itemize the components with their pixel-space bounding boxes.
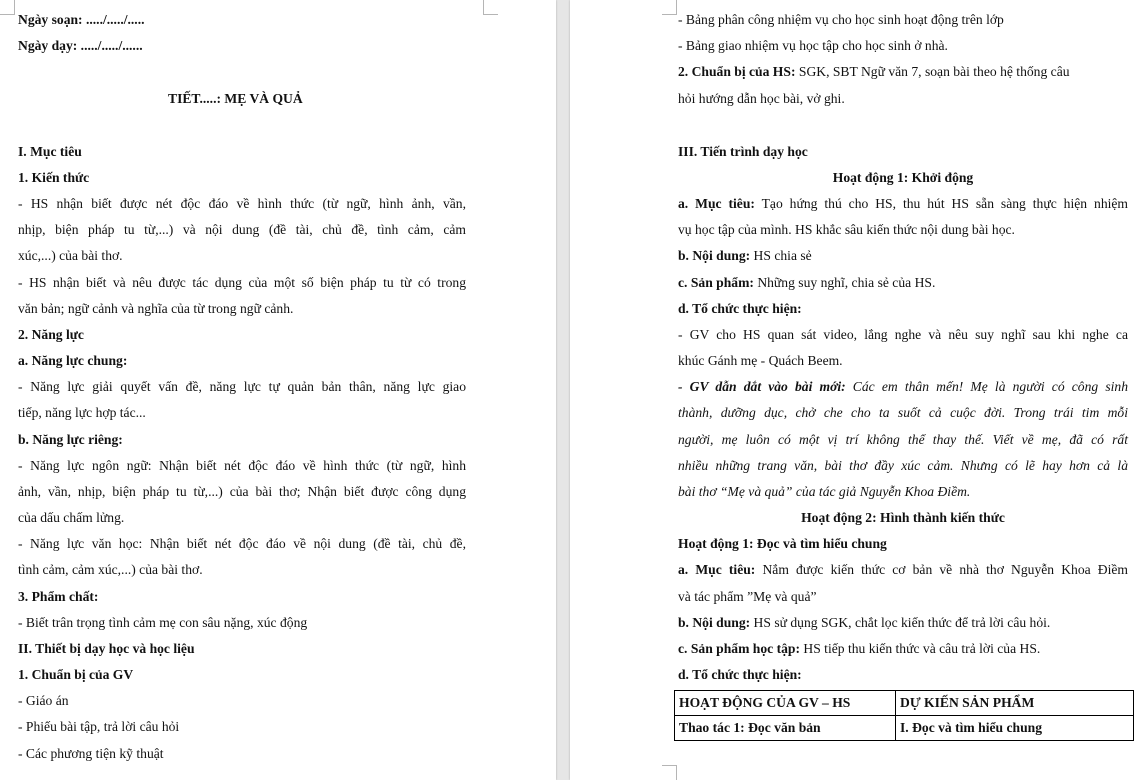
paragraph-line: - Năng lực văn học: Nhận biết nét độc đáo về nội dung (đề tài, chủ đề, — [18, 536, 466, 551]
list-item: - Phiếu bài tập, trả lời câu hỏi — [18, 719, 180, 734]
paragraph-line: - Biết trân trọng tình cảm mẹ con sâu nặng, xúc động — [18, 615, 308, 630]
paragraph-line — [678, 63, 1070, 81]
label-text: HS chia sẻ — [750, 248, 812, 263]
paragraph-line: và tác phẩm ”Mẹ và quả” — [678, 589, 817, 604]
label-text: Các em thân mến! Mẹ là người có công sinh — [845, 379, 1128, 394]
section-heading: II. Thiết bị dạy học và học liệu — [18, 641, 195, 656]
paragraph-line: người, mẹ luôn có một vị trí không thể thay thế. Viết về mẹ, đã có rất — [678, 432, 1128, 447]
document-page-left — [0, 0, 556, 780]
paragraph-line: tiếp, năng lực hợp tác... — [18, 405, 146, 420]
label-bold: a. Mục tiêu: — [678, 196, 755, 211]
date-taught: Ngày dạy: ...../...../...... — [18, 38, 143, 53]
subsection-heading: d. Tổ chức thực hiện: — [678, 667, 802, 682]
subsection-heading: 2. Năng lực — [18, 327, 84, 342]
paragraph-line: - Năng lực ngôn ngữ: Nhận biết nét độc đáo về hình thức (từ ngữ, hình — [18, 458, 466, 473]
label-text: Những suy nghĩ, chia sẻ của HS. — [753, 275, 936, 290]
paragraph-line: xúc,...) của bài thơ. — [18, 248, 123, 263]
margin-corner — [662, 765, 677, 780]
subsection-heading: 1. Kiến thức — [18, 170, 90, 185]
paragraph-line: thành, dưỡng dục, chở che cho ta suốt cả cuộc đời. Trong trái tim mỗi — [678, 405, 1128, 420]
list-item: - Bảng phân công nhiệm vụ cho học sinh hoạt động trên lớp — [678, 12, 1004, 27]
table-row — [675, 691, 1134, 716]
label-text: Nắm được kiến thức cơ bản về nhà thơ Nguyễn Khoa Điềm — [755, 562, 1129, 577]
label-text: SGK, SBT Ngữ văn 7, soạn bài theo hệ thống câu — [795, 64, 1070, 79]
paragraph-line — [678, 247, 812, 265]
paragraph-line: - HS nhận biết và nêu được tác dụng của một số biện pháp tu từ có trong — [18, 275, 466, 290]
label-text: HS tiếp thu kiến thức và câu trả lời của HS. — [800, 641, 1041, 656]
label-bold: - GV dẫn dắt vào bài mới: — [678, 379, 846, 394]
table-row — [675, 716, 1134, 741]
section-heading: III. Tiến trình dạy học — [678, 144, 808, 159]
label-bold: b. Nội dung: — [678, 248, 751, 263]
paragraph-line: khúc Gánh mẹ - Quách Beem. — [678, 353, 843, 368]
paragraph-line — [678, 274, 935, 292]
document-page-right — [570, 0, 1146, 780]
paragraph-line — [678, 195, 1128, 213]
paragraph-line: - Năng lực giải quyết vấn đề, năng lực tự quản bản thân, năng lực giao — [18, 379, 466, 394]
subsection-heading: b. Năng lực riêng: — [18, 432, 123, 447]
label-bold: a. Mục tiêu: — [678, 562, 756, 577]
margin-corner — [0, 0, 15, 15]
margin-corner — [483, 0, 498, 15]
paragraph-line: bài thơ “Mẹ và quả” của tác giả Nguyễn Khoa Điềm. — [678, 484, 971, 499]
paragraph-line: - GV cho HS quan sát video, lắng nghe và nêu suy nghĩ sau khi nghe ca — [678, 327, 1128, 342]
paragraph-line: nhịp, biện pháp tu từ,...) và nội dung (đề tài, chủ đề, tình cảm, cảm — [18, 222, 466, 237]
margin-corner — [662, 0, 677, 15]
paragraph-line: của dấu chấm lửng. — [18, 510, 125, 525]
paragraph-line: - HS nhận biết được nét độc đáo về hình thức (từ ngữ, hình ảnh, vần, — [18, 196, 466, 211]
list-item: - Giáo án — [18, 693, 69, 708]
lesson-title: TIẾT.....: MẸ VÀ QUẢ — [168, 91, 303, 106]
subsection-heading: 3. Phẩm chất: — [18, 589, 99, 604]
subsection-heading: 1. Chuẩn bị của GV — [18, 667, 134, 682]
label-bold: c. Sản phẩm: — [678, 275, 754, 290]
activity-heading: Hoạt động 2: Hình thành kiến thức — [801, 510, 1005, 525]
paragraph-line: nhiều những trang văn, bài thơ đầy xúc cảm. Nhưng có lẽ hay hơn cả là — [678, 458, 1128, 473]
list-item: - Các phương tiện kỹ thuật — [18, 746, 164, 761]
label-bold: b. Nội dung: — [678, 615, 751, 630]
paragraph-line: ảnh, vần, nhịp, biện pháp tu từ,...) của bài thơ; Nhận biết được công dụng — [18, 484, 466, 499]
date-prepared: Ngày soạn: ...../...../..... — [18, 12, 145, 27]
subsection-heading: Hoạt động 1: Đọc và tìm hiểu chung — [678, 536, 887, 551]
label-text: HS sử dụng SGK, chắt lọc kiến thức để trả lời câu hỏi. — [750, 615, 1051, 630]
paragraph-line — [678, 378, 1128, 396]
section-heading: I. Mục tiêu — [18, 144, 82, 159]
subsection-heading: a. Năng lực chung: — [18, 353, 128, 368]
paragraph-line: vụ học tập của mình. HS khắc sâu kiến thức nội dung bài học. — [678, 222, 1015, 237]
lesson-plan-table — [674, 690, 1134, 741]
paragraph-line: hỏi hướng dẫn học bài, vở ghi. — [678, 91, 845, 106]
table-cell: Thao tác 1: Đọc văn bản — [675, 716, 896, 741]
paragraph-line: tình cảm, cảm xúc,...) của bài thơ. — [18, 562, 203, 577]
table-header-cell: HOẠT ĐỘNG CỦA GV – HS — [675, 691, 896, 716]
paragraph-line: văn bản; ngữ cảnh và nghĩa của từ trong ngữ cảnh. — [18, 301, 294, 316]
table-cell: I. Đọc và tìm hiểu chung — [896, 716, 1134, 741]
paragraph-line — [678, 640, 1040, 658]
activity-heading: Hoạt động 1: Khởi động — [832, 170, 974, 185]
paragraph-line — [678, 614, 1050, 632]
paragraph-line — [678, 561, 1128, 579]
label-text: Tạo hứng thú cho HS, thu hút HS sẵn sàng thực hiện nhiệm — [754, 196, 1128, 211]
subsection-heading: d. Tổ chức thực hiện: — [678, 301, 802, 316]
label-bold: 2. Chuẩn bị của HS: — [678, 64, 796, 79]
label-bold: c. Sản phẩm học tập: — [678, 641, 800, 656]
list-item: - Bảng giao nhiệm vụ học tập cho học sinh ở nhà. — [678, 38, 948, 53]
table-header-cell: DỰ KIẾN SẢN PHẨM — [896, 691, 1134, 716]
